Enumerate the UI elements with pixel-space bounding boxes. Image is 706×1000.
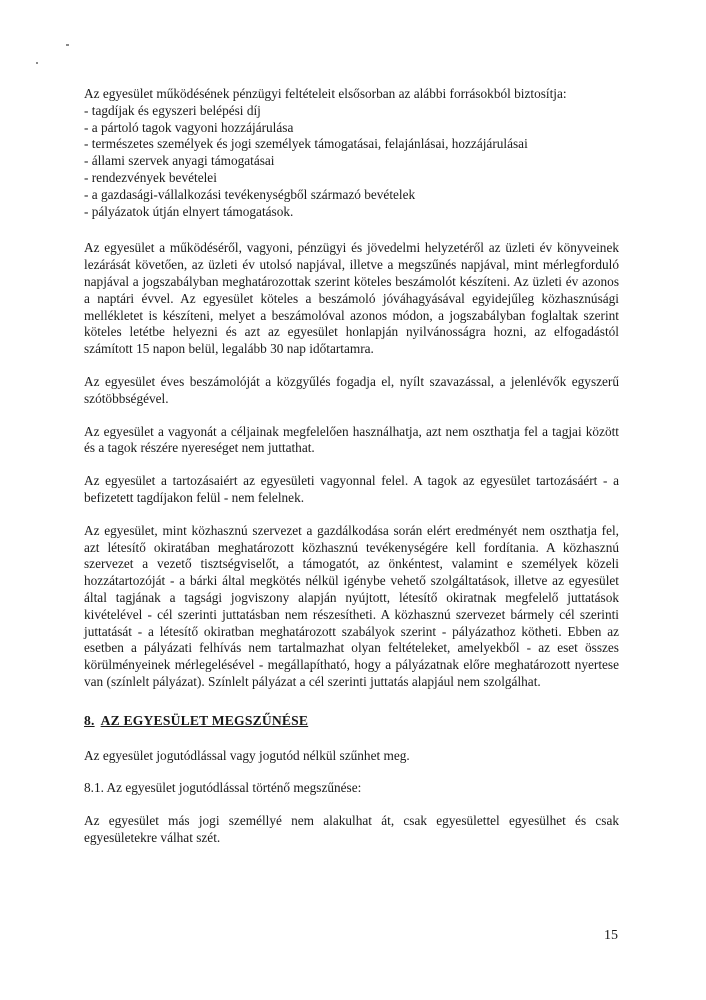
subsection-heading: 8.1. Az egyesület jogutódlással történő megszűnése: [84,780,362,796]
paragraph-annual-report: Az egyesület a működéséről, vagyoni, pénzügyi és jövedelmi helyzetéről az üzleti év könyveinek lezárását követően, az üzleti év utolsó napjával, illetve a megszűnés napjával, mint mérlegforduló napjával a jogszabályban meghatározottak szerint köteles beszámolót készíteni. Az üzleti év azonos a naptári évvel. Az egyesület köteles a beszámoló jóváhagyásával egyidejűleg közhasznúsági mellékletet is készíteni, melyet a beszámolóval azonos módon, a jogszabályban foglaltak szerint köteles letétbe helyezni és azt az egyesület honlapján nyilvánosságra hozni, az elfogadástól számított 15 napon belül, legalább 30 nap időtartamra. [84,240,619,357]
page-number: 15 [604,928,618,943]
intro-text: Az egyesület működésének pénzügyi feltételeit elsősorban az alábbi forrásokból biztosítja: [84,86,567,101]
scan-speck [36,62,38,64]
section-heading [84,713,619,730]
list-item: - tagdíjak és egyszeri belépési díj [84,102,261,118]
paragraph-liability: Az egyesület a tartozásaiért az egyesületi vagyonnal felel. A tagok az egyesület tartozásáért - a befizetett tagdíjakon felül - nem felelnek. [84,473,619,505]
list-item: - állami szervek anyagi támogatásai [84,153,275,169]
funding-sources-list [84,103,619,221]
list-item: - rendezvények bevételei [84,169,217,185]
paragraph-public-benefit: Az egyesület, mint közhasznú szervezet a gazdálkodása során elért eredményét nem oszthatja fel, azt létesítő okiratában meghatározott közhasznú tevékenységére kell fordítania. A közhasznú szervezet a vezető tisztségviselőt, a támogatót, az önkéntest, valamint e személyek közeli hozzátartozóját - a bárki által megkötés nélkül igénybe vehető szolgáltatások, illetve az egyesület által tagjának a tagsági jogviszony alapján nyújtott, létesítő okiratnak megfelelő juttatások kivételével - cél szerinti juttatásban nem részesítheti. A közhasznú szervezet bármely cél szerinti juttatását - a létesítő okiratban meghatározott szabályok szerint - pályázathoz kötheti. Ebben az esetben a pályázati felhívás nem tartalmazhat olyan feltételeket, amelyekből - az eset összes körülményeinek mérlegelésével - megállapítható, hogy a pályázatnak előre meghatározott nyertese van (színlelt pályázat). Színlelt pályázat a cél szerinti juttatás alapjául nem szolgálhat. [84,522,619,689]
section-statement: Az egyesület jogutódlással vagy jogutód nélkül szűnhet meg. [84,747,410,763]
list-item: - a gazdasági-vállalkozási tevékenységből származó bevételek [84,186,416,202]
document-body [84,86,619,847]
section-number: 8. [84,712,95,728]
subsection-body: Az egyesület más jogi személlyé nem alakulhat át, csak egyesülettel egyesülhet és csak egyesületekre válhat szét. [84,813,619,845]
list-item: - a pártoló tagok vagyoni hozzájárulása [84,119,294,135]
section-title: AZ EGYESÜLET MEGSZŰNÉSE [100,712,309,728]
scan-speck [66,44,69,46]
paragraph-report-approval: Az egyesület éves beszámolóját a közgyűlés fogadja el, nyílt szavazással, a jelenlévők egyszerű szótöbbségével. [84,373,619,406]
list-item: - természetes személyek és jogi személyek támogatásai, felajánlásai, hozzájárulásai [84,136,528,152]
list-item: - pályázatok útján elnyert támogatások. [84,203,294,219]
paragraph-assets-use: Az egyesület a vagyonát a céljainak megfelelően használhatja, azt nem oszthatja fel a tagjai között és a tagok részére nyereséget nem juttathat. [84,423,619,456]
